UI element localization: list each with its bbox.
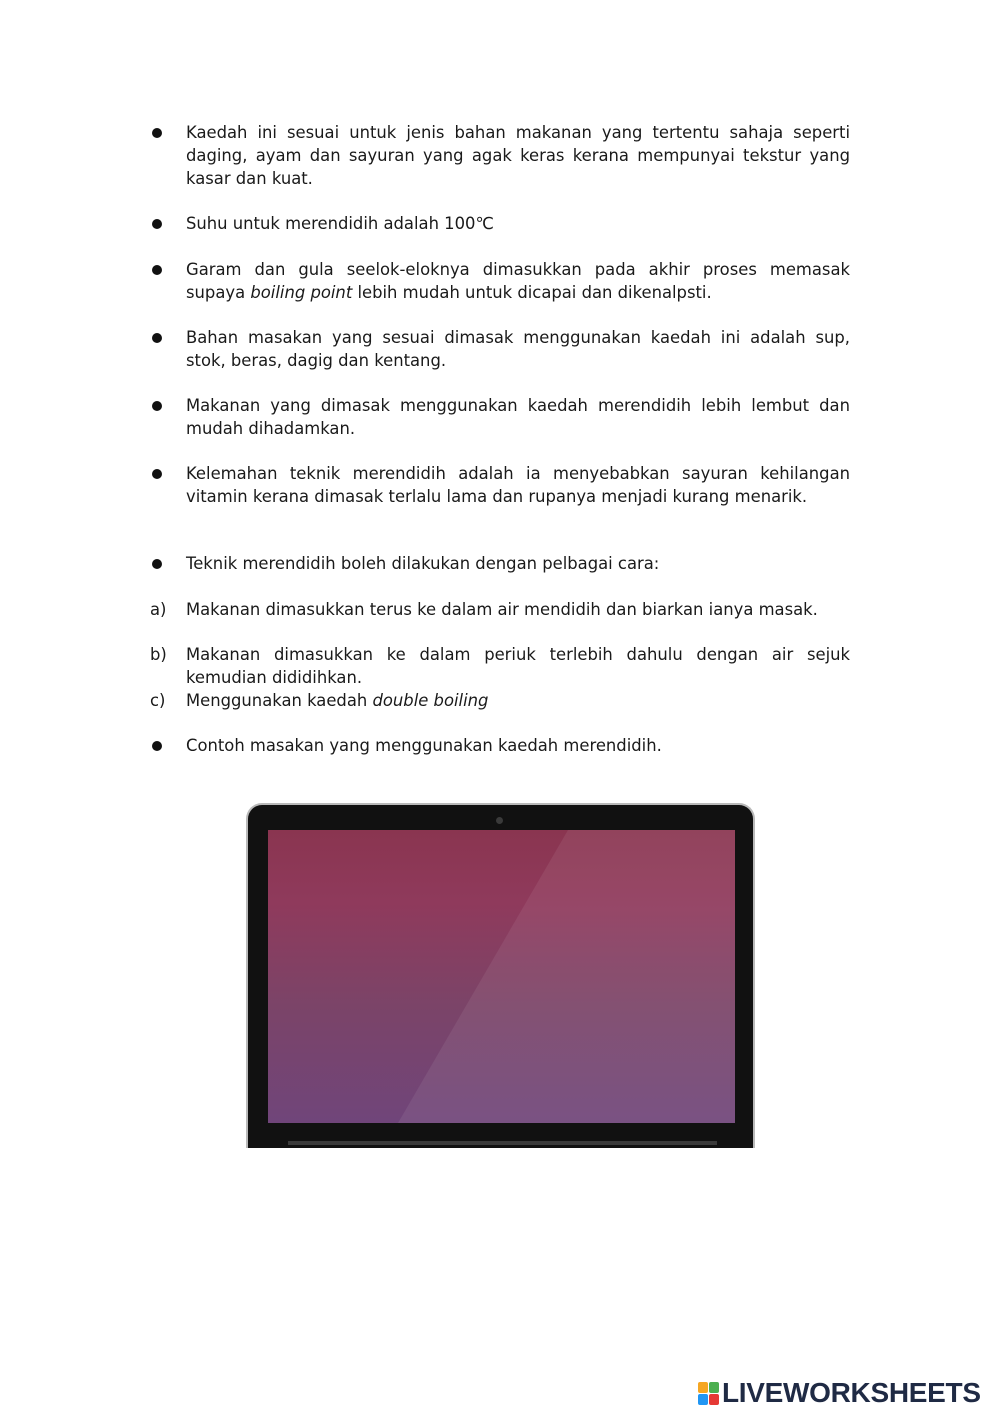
laptop-hinge <box>288 1141 717 1145</box>
bullet-marker <box>150 121 180 138</box>
emphasis-text: boiling point <box>250 283 353 302</box>
list-item-text: Kelemahan teknik merendidih adalah ia menyebabkan sayuran kehilangan vitamin kerana dimasak terlalu lama dan rupanya menjadi kurang menarik. <box>186 464 850 506</box>
list-item <box>150 212 850 235</box>
list-item-text: Garam dan gula seelok-eloknya dimasukkan pada akhir proses memasak supaya boiling point lebih mudah untuk dicapai dan dikenalpsti. <box>186 260 850 302</box>
letter-marker: c) <box>150 691 166 710</box>
letter-marker: b) <box>150 645 167 664</box>
list-item <box>150 734 850 757</box>
sub-list-item <box>150 643 850 689</box>
list-item-text: Menggunakan kaedah double boiling <box>186 691 489 710</box>
list-item-text: Bahan masakan yang sesuai dimasak menggunakan kaedah ini adalah sup, stok, beras, dagig dan kentang. <box>186 328 850 370</box>
emphasis-text: double boiling <box>372 691 489 710</box>
webcam-icon <box>496 817 503 824</box>
list-item-text: Makanan dimasukkan ke dalam periuk terlebih dahulu dengan air sejuk kemudian dididihkan. <box>186 645 850 687</box>
list-item-text: Kaedah ini sesuai untuk jenis bahan makanan yang tertentu sahaja seperti daging, ayam dan sayuran yang agak keras kerana mempunyai tekstur yang kasar dan kuat. <box>186 123 850 188</box>
laptop-media-frame[interactable] <box>246 803 759 1148</box>
list-item-text: Makanan yang dimasak menggunakan kaedah merendidih lebih lembut dan mudah dihadamkan. <box>186 396 850 438</box>
list-item <box>150 394 850 440</box>
sub-list-item <box>150 598 850 621</box>
list-item-text: Makanan dimasukkan terus ke dalam air mendidih dan biarkan ianya masak. <box>186 600 818 619</box>
list-item <box>150 258 850 304</box>
bullet-marker <box>150 258 180 275</box>
sub-list-item <box>150 689 850 712</box>
bullet-marker <box>150 734 180 751</box>
list-item <box>150 326 850 372</box>
logo-badge-icon <box>698 1382 719 1405</box>
list-item-text: Contoh masakan yang menggunakan kaedah merendidih. <box>186 736 662 755</box>
letter-marker: a) <box>150 600 167 619</box>
bullet-marker <box>150 552 180 569</box>
list-item <box>150 552 850 575</box>
list-item-text: Suhu untuk merendidih adalah 100℃ <box>186 214 494 233</box>
bullet-marker <box>150 394 180 411</box>
logo-badge-cell <box>698 1394 708 1405</box>
screen-glare <box>268 830 735 1123</box>
list-item-text: Teknik merendidih boleh dilakukan dengan pelbagai cara: <box>186 554 660 573</box>
liveworksheets-logo <box>698 1378 981 1408</box>
laptop-bezel <box>246 803 755 1148</box>
laptop-screen[interactable] <box>268 830 735 1123</box>
list-item <box>150 462 850 508</box>
logo-badge-cell <box>709 1394 719 1405</box>
logo-badge-cell <box>709 1382 719 1393</box>
brand-name: LIVEWORKSHEETS <box>722 1377 981 1408</box>
logo-badge-cell <box>698 1382 708 1393</box>
list-item <box>150 121 850 190</box>
bullet-marker <box>150 212 180 229</box>
bullet-marker <box>150 326 180 343</box>
bullet-marker <box>150 462 180 479</box>
